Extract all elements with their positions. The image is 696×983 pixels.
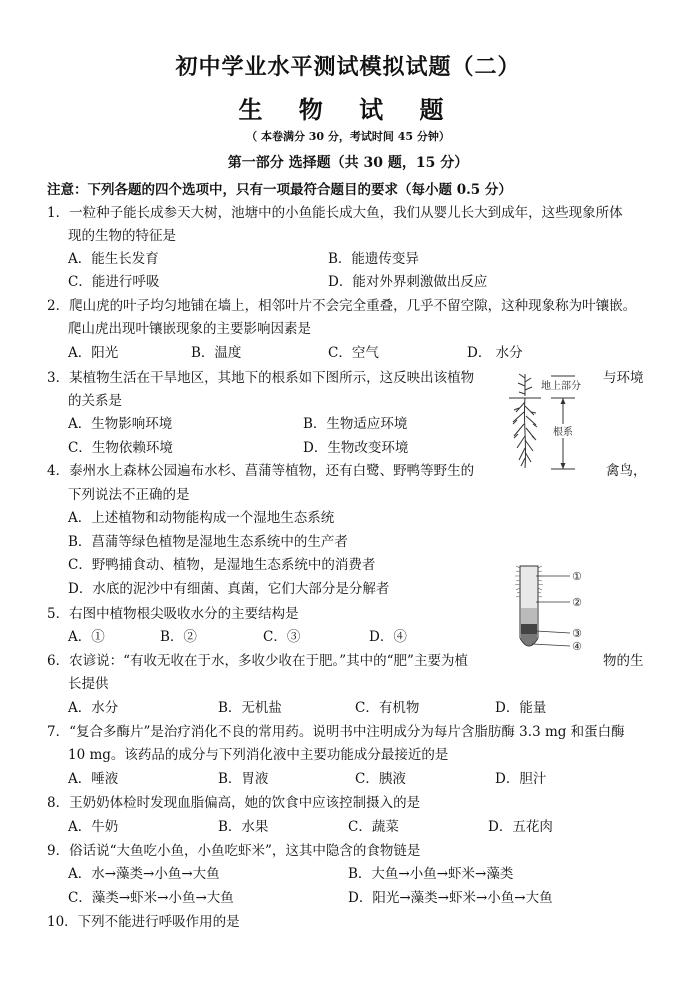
- question-10-stem: 10．下列不能进行呼吸作用的是: [47, 914, 240, 930]
- question-3-option-a: A．生物影响环境: [68, 416, 173, 432]
- question-6-stem-cont: 长提供: [68, 676, 109, 692]
- question-4-option-a: A．上述植物和动物能构成一个湿地生态系统: [68, 510, 335, 526]
- question-6-option-c: C．有机物: [355, 700, 420, 716]
- question-9-stem: 9．俗话说“大鱼吃小鱼，小鱼吃虾米”，这其中隐含的食物链是: [47, 843, 421, 859]
- root-system-figure: [505, 372, 605, 477]
- root-tip-label-3: ③: [572, 627, 582, 640]
- question-3-option-d: D．生物改变环境: [303, 440, 409, 456]
- question-3-option-c: C．生物依赖环境: [68, 440, 173, 456]
- question-6-option-a: A．水分: [68, 700, 119, 716]
- question-1-option-b: B．能遗传变异: [328, 251, 419, 267]
- question-6-stem: 6．农谚说：“有收无收在于水，多收少收在于肥。”其中的“肥”主要为植: [47, 653, 468, 669]
- figure-label-above-ground: 地上部分: [541, 381, 581, 392]
- root-tip-label-2: ②: [572, 596, 582, 609]
- question-7-option-a: A．唾液: [68, 771, 119, 787]
- question-9-option-d: D．阳光→藻类→虾米→小鱼→大鱼: [348, 890, 553, 906]
- question-7-stem-cont: 10 mg。该药品的成分与下列消化液中主要功能成分最接近的是: [68, 747, 449, 763]
- exam-title: 初中学业水平测试模拟试题（二）: [175, 54, 521, 80]
- question-5-stem: 5．右图中植物根尖吸收水分的主要结构是: [47, 606, 299, 622]
- exam-info: （ 本卷满分 30 分，考试时间 45 分钟）: [246, 130, 450, 143]
- question-5-option-c: C．③: [263, 629, 301, 645]
- question-2-stem: 2．爬山虎的叶子均匀地铺在墙上，相邻叶片不会完全重叠，几乎不留空隙，这种现象称为叶镶嵌。: [47, 298, 637, 314]
- question-3-stem-tail: 与环境: [603, 370, 644, 386]
- root-tip-figure: [508, 562, 588, 657]
- root-tip-label-4: ④: [572, 640, 582, 653]
- question-9-option-b: B．大鱼→小鱼→虾米→藻类: [348, 866, 514, 882]
- root-tip-label-1: ①: [572, 570, 582, 583]
- question-6-option-d: D．能量: [495, 700, 547, 716]
- question-6-option-b: B．无机盐: [218, 700, 282, 716]
- question-4-stem-tail: 禽鸟，: [606, 463, 647, 479]
- question-2-stem-cont: 爬山虎出现叶镶嵌现象的主要影响因素是: [68, 321, 311, 337]
- question-4-stem: 4．泰州水上森林公园遍布水杉、菖蒲等植物，还有白鹭、野鸭等野生的: [47, 463, 475, 479]
- figure-label-root: 根系: [553, 427, 573, 438]
- question-1-option-d: D．能对外界刺激做出反应: [328, 274, 488, 290]
- question-3-stem: 3．某植物生活在干旱地区，其地下的根系如下图所示，这反映出该植物: [47, 370, 475, 386]
- question-1-stem: 1．一粒种子能长成参天大树，池塘中的小鱼能长成大鱼，我们从婴儿长大到成年，这些现象所体: [47, 205, 623, 221]
- question-3-stem-cont: 的关系是: [68, 393, 122, 409]
- question-7-stem: 7．“复合多酶片”是治疗消化不良的常用药。说明书中注明成分为每片含脂肪酶 3.3 mg 和蛋白酶: [47, 724, 625, 740]
- instructions-note: 注意：下列各题的四个选项中，只有一项最符合题目的要求（每小题 0.5 分）: [47, 182, 512, 198]
- part-heading: 第一部分 选择题（共 30 题，15 分）: [227, 155, 469, 171]
- question-3-option-b: B．生物适应环境: [303, 416, 408, 432]
- question-7-option-b: B．胃液: [218, 771, 269, 787]
- question-4-option-d: D．水底的泥沙中有细菌、真菌，它们大部分是分解者: [68, 581, 390, 597]
- question-8-option-a: A．牛奶: [68, 819, 119, 835]
- question-1-option-a: A．能生长发育: [68, 251, 159, 267]
- question-4-option-c: C．野鸭捕食动、植物，是湿地生态系统中的消费者: [68, 557, 376, 573]
- question-5-option-d: D．④: [369, 629, 407, 645]
- question-1-stem-cont: 现的生物的特征是: [68, 228, 176, 244]
- question-2-option-c: C．空气: [328, 345, 379, 361]
- question-2-option-d: D． 水分: [467, 345, 523, 361]
- question-9-option-a: A．水→藻类→小鱼→大鱼: [68, 866, 220, 882]
- question-7-option-d: D．胆汁: [495, 771, 547, 787]
- question-6-stem-tail: 物的生: [603, 653, 644, 669]
- question-8-option-c: C．蔬菜: [348, 819, 399, 835]
- question-2-option-a: A．阳光: [68, 345, 119, 361]
- question-4-stem-cont: 下列说法不正确的是: [68, 487, 190, 503]
- question-5-option-b: B．②: [160, 629, 197, 645]
- question-1-option-c: C．能进行呼吸: [68, 274, 160, 290]
- question-2-option-b: B．温度: [191, 345, 242, 361]
- subject-title: 生 物 试 题: [238, 95, 458, 124]
- question-9-option-c: C．藻类→虾米→小鱼→大鱼: [68, 890, 234, 906]
- question-7-option-c: C．胰液: [355, 771, 406, 787]
- question-8-option-b: B．水果: [218, 819, 269, 835]
- question-8-stem: 8．王奶奶体检时发现血脂偏高，她的饮食中应该控制摄入的是: [47, 795, 421, 811]
- question-4-option-b: B．菖蒲等绿色植物是湿地生态系统中的生产者: [68, 534, 348, 550]
- question-5-option-a: A．①: [68, 629, 105, 645]
- question-8-option-d: D．五花肉: [488, 819, 553, 835]
